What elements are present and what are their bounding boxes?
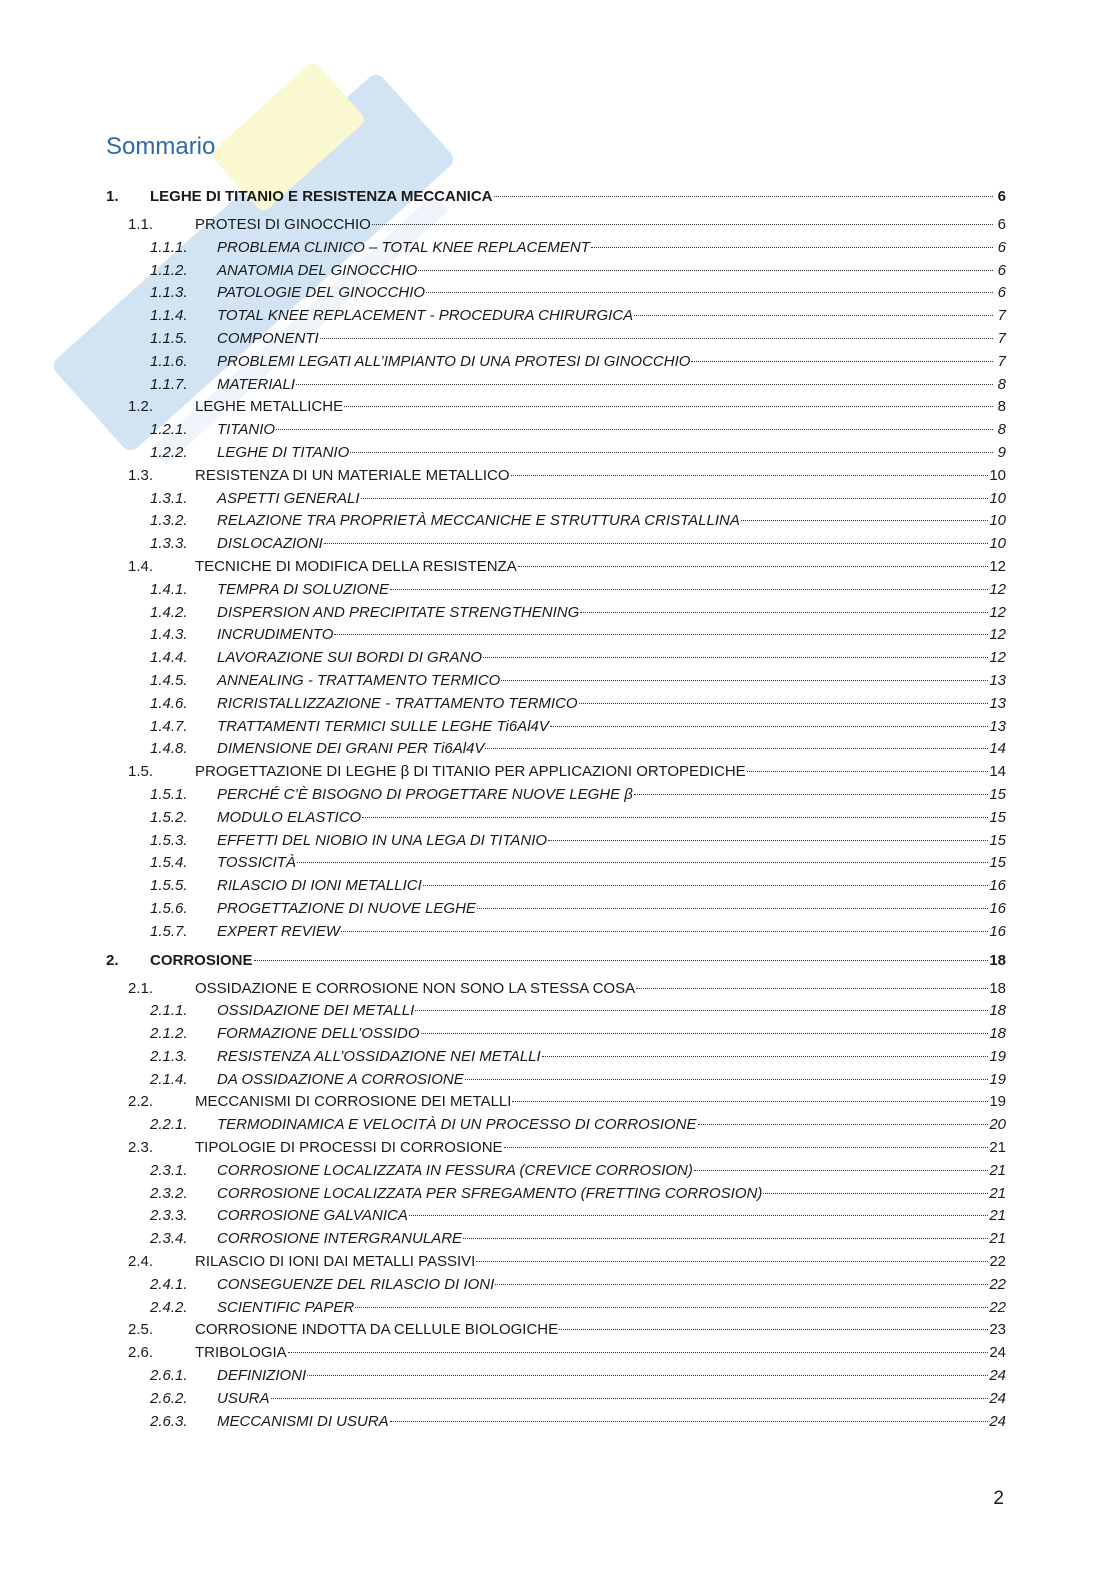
- toc-entry-number: 2.1.2.: [150, 1025, 188, 1043]
- toc-entry-number: 2.5.: [128, 1321, 154, 1339]
- dot-leader: [254, 960, 989, 961]
- toc-entry-number: 1.3.: [128, 466, 154, 484]
- toc-entry-title: LEGHE DI TITANIO: [217, 443, 350, 461]
- toc-entry-number: 1.4.6.: [150, 694, 188, 712]
- toc-entry-title: TOTAL KNEE REPLACEMENT - PROCEDURA CHIRURGICA: [217, 307, 634, 325]
- toc-entry-title: OSSIDAZIONE DEI METALLI: [217, 1002, 415, 1020]
- toc-entry-page: 13: [989, 717, 1006, 735]
- toc-entry-page: 19: [989, 1047, 1006, 1065]
- dot-leader: [518, 566, 989, 567]
- toc-entry-title: OSSIDAZIONE E CORROSIONE NON SONO LA STESSA COSA: [195, 979, 636, 997]
- toc-entry-title: CORROSIONE INDOTTA DA CELLULE BIOLOGICHE: [195, 1321, 559, 1339]
- toc-entry-title: PROBLEMA CLINICO – TOTAL KNEE REPLACEMENT: [217, 238, 590, 256]
- toc-entry-1-5-1[interactable]: [106, 784, 1006, 807]
- toc-entry-title: DISPERSION AND PRECIPITATE STRENGTHENING: [217, 603, 580, 621]
- toc-entry-number: 1.2.2.: [150, 443, 188, 461]
- toc-entry-1-1-6[interactable]: [106, 351, 1006, 374]
- dot-leader: [694, 1170, 988, 1171]
- toc-entry-1-5-2[interactable]: [106, 807, 1006, 830]
- toc-entry-page: 7: [997, 352, 1006, 370]
- toc-entry-1[interactable]: [106, 180, 1006, 214]
- toc-entry-title: RESISTENZA DI UN MATERIALE METALLICO: [195, 466, 510, 484]
- toc-entry-number: 1.1.2.: [150, 261, 188, 279]
- toc-entry-title: MODULO ELASTICO: [217, 808, 362, 826]
- toc-entry-title: TEMPRA DI SOLUZIONE: [217, 580, 389, 598]
- toc-entry-2-1-4[interactable]: [106, 1069, 1006, 1092]
- toc-entry-number: 2.1.: [128, 979, 154, 997]
- toc-entry-title: PROGETTAZIONE DI LEGHE β DI TITANIO PER APPLICAZIONI ORTOPEDICHE: [195, 763, 746, 781]
- toc-entry-page: 15: [989, 854, 1006, 872]
- toc-entry-number: 2.6.: [128, 1344, 154, 1362]
- toc-entry-number: 2.6.2.: [150, 1389, 188, 1407]
- toc-entry-1-1-2[interactable]: [106, 260, 1006, 283]
- toc-entry-title: PROBLEMI LEGATI ALL’IMPIANTO DI UNA PROTESI DI GINOCCHIO: [217, 352, 691, 370]
- dot-leader: [636, 988, 988, 989]
- toc-entry-page: 10: [989, 489, 1006, 507]
- toc-entry-number: 2.3.4.: [150, 1230, 188, 1248]
- toc-entry-1-5[interactable]: [106, 761, 1006, 784]
- toc-entry-page: 13: [989, 694, 1006, 712]
- toc-entry-page: 21: [989, 1139, 1006, 1157]
- toc-entry-1-3-3[interactable]: [106, 533, 1006, 556]
- toc-entry-page: 8: [997, 398, 1006, 416]
- toc-entry-number: 2.6.3.: [150, 1412, 188, 1430]
- toc-entry-number: 1.4.3.: [150, 626, 188, 644]
- toc-entry-1-4-5[interactable]: [106, 670, 1006, 693]
- toc-entry-number: 2.: [106, 951, 119, 969]
- toc-entry-number: 2.3.1.: [150, 1161, 188, 1179]
- toc-entry-number: 1.1.6.: [150, 352, 188, 370]
- toc-entry-page: 16: [989, 922, 1006, 940]
- toc-entry-number: 2.4.2.: [150, 1298, 188, 1316]
- toc-entry-title: RICRISTALLIZZAZIONE - TRATTAMENTO TERMICO: [217, 694, 578, 712]
- toc-entry-1-2-1[interactable]: [106, 419, 1006, 442]
- toc-entry-title: USURA: [217, 1389, 270, 1407]
- toc-entry-page: 16: [989, 877, 1006, 895]
- dot-leader: [355, 1307, 988, 1308]
- toc-entry-number: 1.5.6.: [150, 899, 188, 917]
- dot-leader: [415, 1010, 988, 1011]
- dot-leader: [691, 361, 993, 362]
- toc-entry-page: 22: [989, 1298, 1006, 1316]
- toc-entry-page: 19: [989, 1070, 1006, 1088]
- toc-entry-page: 20: [989, 1116, 1006, 1134]
- toc-entry-page: 24: [989, 1412, 1006, 1430]
- toc-entry-2-4-1[interactable]: [106, 1274, 1006, 1297]
- dot-leader: [271, 1398, 989, 1399]
- toc-entry-number: 2.3.3.: [150, 1207, 188, 1225]
- toc-entry-2-6-2[interactable]: [106, 1388, 1006, 1411]
- toc-entry-number: 2.1.4.: [150, 1070, 188, 1088]
- toc-entry-2-3-1[interactable]: [106, 1160, 1006, 1183]
- toc-entry-1-3-1[interactable]: [106, 488, 1006, 511]
- toc-entry-1-1-5[interactable]: [106, 328, 1006, 351]
- toc-entry-number: 1.5.7.: [150, 922, 188, 940]
- toc-entry-page: 16: [989, 899, 1006, 917]
- toc-entry-page: 7: [997, 329, 1006, 347]
- toc-entry-number: 1.4.8.: [150, 740, 188, 758]
- toc-entry-2-1-1[interactable]: [106, 1000, 1006, 1023]
- dot-leader: [476, 1261, 988, 1262]
- dot-leader: [418, 270, 993, 271]
- dot-leader: [477, 908, 988, 909]
- dot-leader: [634, 794, 988, 795]
- dot-leader: [344, 406, 993, 407]
- toc-entry-page: 12: [989, 626, 1006, 644]
- toc-entry-page: 19: [989, 1093, 1006, 1111]
- dot-leader: [463, 1238, 988, 1239]
- toc-entry-title: EXPERT REVIEW: [217, 922, 341, 940]
- toc-entry-number: 2.1.3.: [150, 1047, 188, 1065]
- toc-entry-page: 8: [997, 421, 1006, 439]
- toc-entry-1-5-5[interactable]: [106, 875, 1006, 898]
- toc-entry-number: 1.1.3.: [150, 284, 188, 302]
- toc-entry-title: INCRUDIMENTO: [217, 626, 334, 644]
- dot-leader: [307, 1375, 988, 1376]
- toc-entry-page: 6: [997, 216, 1006, 233]
- toc-entry-number: 2.6.1.: [150, 1367, 188, 1385]
- toc-entry-page: 10: [989, 512, 1006, 530]
- toc-entry-title: LAVORAZIONE SUI BORDI DI GRANO: [217, 649, 483, 667]
- toc-entry-1-1-1[interactable]: [106, 237, 1006, 260]
- dot-leader: [350, 452, 993, 453]
- dot-leader: [372, 224, 993, 225]
- dot-leader: [494, 196, 993, 197]
- toc-entry-number: 1.5.4.: [150, 854, 188, 872]
- toc-entry-title: TERMODINAMICA E VELOCITÀ DI UN PROCESSO DI CORROSIONE: [217, 1116, 697, 1134]
- dot-leader: [465, 1079, 989, 1080]
- toc-entry-title: SCIENTIFIC PAPER: [217, 1298, 355, 1316]
- dot-leader: [390, 589, 988, 590]
- toc-entry-title: CORROSIONE GALVANICA: [217, 1207, 408, 1225]
- toc-entry-2-2-1[interactable]: [106, 1114, 1006, 1137]
- toc-entry-2-3-3[interactable]: [106, 1205, 1006, 1228]
- toc-entry-title: MECCANISMI DI USURA: [217, 1412, 389, 1430]
- dot-leader: [542, 1056, 989, 1057]
- dot-leader: [501, 680, 988, 681]
- toc-entry-title: TIPOLOGIE DI PROCESSI DI CORROSIONE: [195, 1139, 503, 1157]
- toc-entry-page: 10: [989, 535, 1006, 553]
- dot-leader: [426, 292, 993, 293]
- toc-entry-title: TECNICHE DI MODIFICA DELLA RESISTENZA: [195, 557, 517, 575]
- toc-entry-number: 1.5.1.: [150, 785, 188, 803]
- toc-entry-page: 18: [989, 951, 1006, 969]
- toc-entry-title: DEFINIZIONI: [217, 1367, 307, 1385]
- toc-entry-page: 14: [989, 763, 1006, 781]
- toc-title: Sommario: [106, 133, 216, 160]
- toc-entry-2-2[interactable]: [106, 1091, 1006, 1114]
- toc-entry-number: 2.2.1.: [150, 1116, 188, 1134]
- dot-leader: [320, 338, 993, 339]
- toc-entry-2-6-1[interactable]: [106, 1365, 1006, 1388]
- toc-entry-title: PATOLOGIE DEL GINOCCHIO: [217, 284, 426, 302]
- toc-entry-number: 1.3.3.: [150, 535, 188, 553]
- toc-entry-title: PROTESI DI GINOCCHIO: [195, 216, 371, 233]
- toc-entry-page: 13: [989, 671, 1006, 689]
- toc-entry-page: 12: [989, 580, 1006, 598]
- toc-entry-number: 1.4.7.: [150, 717, 188, 735]
- toc-entry-2-3-4[interactable]: [106, 1228, 1006, 1251]
- toc-entry-page: 14: [989, 740, 1006, 758]
- toc-entry-page: 22: [989, 1253, 1006, 1271]
- toc-entry-2-1-3[interactable]: [106, 1046, 1006, 1069]
- toc-entry-page: 21: [989, 1184, 1006, 1202]
- toc-entry-title: DISLOCAZIONI: [217, 535, 323, 553]
- toc-entry-1-4[interactable]: [106, 556, 1006, 579]
- toc-entry-title: TITANIO: [217, 421, 276, 439]
- dot-leader: [324, 543, 988, 544]
- toc-entry-page: 21: [989, 1230, 1006, 1248]
- toc-entry-2-3[interactable]: [106, 1137, 1006, 1160]
- dot-leader: [548, 840, 988, 841]
- dot-leader: [512, 1101, 988, 1102]
- dot-leader: [763, 1193, 988, 1194]
- toc-entry-1-3[interactable]: [106, 465, 1006, 488]
- toc-entry-number: 1.3.2.: [150, 512, 188, 530]
- dot-leader: [361, 498, 989, 499]
- dot-leader: [421, 1033, 989, 1034]
- toc-entry-2-6-3[interactable]: [106, 1411, 1006, 1434]
- toc-entry-number: 1.5.5.: [150, 877, 188, 895]
- toc-entry-number: 1.5.2.: [150, 808, 188, 826]
- toc-entry-2-3-2[interactable]: [106, 1183, 1006, 1206]
- dot-leader: [698, 1124, 989, 1125]
- dot-leader: [634, 315, 993, 316]
- toc-entry-page: 23: [989, 1321, 1006, 1339]
- toc-entry-page: 12: [989, 603, 1006, 621]
- toc-entry-title: CONSEGUENZE DEL RILASCIO DI IONI: [217, 1275, 495, 1293]
- toc-entry-1-4-3[interactable]: [106, 624, 1006, 647]
- toc-entry-page: 22: [989, 1275, 1006, 1293]
- toc-entry-2-5[interactable]: [106, 1319, 1006, 1342]
- toc-entry-page: 15: [989, 785, 1006, 803]
- toc-entry-1-5-3[interactable]: [106, 830, 1006, 853]
- toc-entry-title: TRIBOLOGIA: [195, 1344, 287, 1362]
- toc-entry-title: ASPETTI GENERALI: [217, 489, 360, 507]
- toc-entry-1-4-6[interactable]: [106, 693, 1006, 716]
- dot-leader: [741, 520, 988, 521]
- dot-leader: [288, 1352, 989, 1353]
- toc-entry-number: 2.4.1.: [150, 1275, 188, 1293]
- dot-leader: [747, 771, 989, 772]
- dot-leader: [334, 634, 988, 635]
- toc-entry-number: 1.4.2.: [150, 603, 188, 621]
- toc-entry-title: PROGETTAZIONE DI NUOVE LEGHE: [217, 899, 476, 917]
- toc-entry-number: 1.1.4.: [150, 307, 188, 325]
- toc-entry-2-6[interactable]: [106, 1342, 1006, 1365]
- toc-entry-title: EFFETTI DEL NIOBIO IN UNA LEGA DI TITANIO: [217, 831, 548, 849]
- toc-entry-number: 1.1.1.: [150, 238, 188, 256]
- toc-entry-1-3-2[interactable]: [106, 510, 1006, 533]
- toc-entry-number: 1.2.1.: [150, 421, 188, 439]
- toc-entry-number: 1.2.: [128, 398, 154, 416]
- toc-entry-page: 18: [989, 1025, 1006, 1043]
- toc-entry-number: 1.4.1.: [150, 580, 188, 598]
- toc-entry-title: RESISTENZA ALL’OSSIDAZIONE NEI METALLI: [217, 1047, 541, 1065]
- toc-entry-1-1[interactable]: [106, 214, 1006, 237]
- toc-entry-title: DA OSSIDAZIONE A CORROSIONE: [217, 1070, 464, 1088]
- toc-entry-number: 1.4.: [128, 557, 154, 575]
- toc-entry-1-4-8[interactable]: [106, 738, 1006, 761]
- toc-entry-2-4[interactable]: [106, 1251, 1006, 1274]
- dot-leader: [550, 726, 988, 727]
- toc-entry-number: 2.3.: [128, 1139, 154, 1157]
- toc-entry-number: 1.: [106, 188, 119, 205]
- toc-entry-page: 24: [989, 1389, 1006, 1407]
- toc-entry-page: 7: [997, 307, 1006, 325]
- toc-entry-1-4-1[interactable]: [106, 579, 1006, 602]
- toc-entry-title: CORROSIONE INTERGRANULARE: [217, 1230, 463, 1248]
- toc-entry-title: MATERIALI: [217, 375, 296, 393]
- toc-entry-title: DIMENSIONE DEI GRANI PER Ti6Al4V: [217, 740, 485, 758]
- toc-entry-title: ANATOMIA DEL GINOCCHIO: [217, 261, 418, 279]
- toc-entry-page: 15: [989, 831, 1006, 849]
- toc-entry-title: PERCHÉ C’È BISOGNO DI PROGETTARE NUOVE LEGHE β: [217, 785, 633, 803]
- dot-leader: [409, 1215, 988, 1216]
- dot-leader: [504, 1147, 989, 1148]
- toc-entry-page: 9: [997, 443, 1006, 461]
- toc-entry-title: TOSSICITÀ: [217, 854, 296, 872]
- toc-entry-title: FORMAZIONE DELL’OSSIDO: [217, 1025, 420, 1043]
- dot-leader: [511, 475, 989, 476]
- toc-entry-number: 1.1.7.: [150, 375, 188, 393]
- dot-leader: [276, 429, 993, 430]
- toc-entry-2-4-2[interactable]: [106, 1297, 1006, 1320]
- toc-entry-number: 1.5.3.: [150, 831, 188, 849]
- toc-entry-1-2-2[interactable]: [106, 442, 1006, 465]
- toc-entry-title: COMPONENTI: [217, 329, 319, 347]
- toc-entry-title: LEGHE METALLICHE: [195, 398, 344, 416]
- toc-entry-number: 1.3.1.: [150, 489, 188, 507]
- dot-leader: [297, 862, 988, 863]
- toc-entry-2-1-2[interactable]: [106, 1023, 1006, 1046]
- toc-entry-1-5-7[interactable]: [106, 921, 1006, 944]
- toc-entry-page: 21: [989, 1207, 1006, 1225]
- toc-entry-page: 24: [989, 1344, 1006, 1362]
- toc-entry-1-4-7[interactable]: [106, 716, 1006, 739]
- toc-entry-title: TRATTAMENTI TERMICI SULLE LEGHE Ti6Al4V: [217, 717, 549, 735]
- toc-entry-page: 6: [997, 261, 1006, 279]
- toc-entry-number: 1.5.: [128, 763, 154, 781]
- dot-leader: [341, 931, 988, 932]
- dot-leader: [580, 612, 988, 613]
- toc-entry-title: RELAZIONE TRA PROPRIETÀ MECCANICHE E STRUTTURA CRISTALLINA: [217, 512, 740, 530]
- table-of-contents: [106, 180, 1006, 1433]
- toc-entry-1-1-4[interactable]: [106, 305, 1006, 328]
- toc-entry-title: CORROSIONE LOCALIZZATA IN FESSURA (CREVICE CORROSION): [217, 1161, 693, 1179]
- toc-entry-number: 2.2.: [128, 1093, 154, 1111]
- toc-entry-title: CORROSIONE: [150, 951, 253, 969]
- dot-leader: [559, 1329, 988, 1330]
- dot-leader: [390, 1421, 989, 1422]
- toc-entry-page: 6: [997, 238, 1006, 256]
- toc-entry-number: 1.4.4.: [150, 649, 188, 667]
- toc-entry-number: 2.3.2.: [150, 1184, 188, 1202]
- dot-leader: [362, 817, 988, 818]
- toc-entry-1-1-7[interactable]: [106, 374, 1006, 397]
- dot-leader: [485, 748, 988, 749]
- toc-entry-1-5-6[interactable]: [106, 898, 1006, 921]
- toc-entry-1-4-4[interactable]: [106, 647, 1006, 670]
- dot-leader: [483, 657, 988, 658]
- toc-entry-number: 1.1.: [128, 216, 154, 233]
- dot-leader: [296, 384, 993, 385]
- toc-entry-page: 12: [989, 557, 1006, 575]
- toc-entry-page: 8: [997, 375, 1006, 393]
- toc-entry-title: CORROSIONE LOCALIZZATA PER SFREGAMENTO (FRETTING CORROSION): [217, 1184, 763, 1202]
- toc-entry-2[interactable]: [106, 944, 1006, 978]
- toc-entry-1-5-4[interactable]: [106, 852, 1006, 875]
- toc-entry-page: 10: [989, 466, 1006, 484]
- toc-entry-1-1-3[interactable]: [106, 282, 1006, 305]
- toc-entry-page: 12: [989, 649, 1006, 667]
- toc-entry-title: RILASCIO DI IONI DAI METALLI PASSIVI: [195, 1253, 476, 1271]
- toc-entry-number: 2.4.: [128, 1253, 154, 1271]
- toc-entry-title: MECCANISMI DI CORROSIONE DEI METALLI: [195, 1093, 512, 1111]
- toc-entry-title: ANNEALING - TRATTAMENTO TERMICO: [217, 671, 501, 689]
- page-number: 2: [993, 1488, 1004, 1509]
- toc-entry-title: LEGHE DI TITANIO E RESISTENZA MECCANICA: [150, 188, 493, 205]
- toc-entry-title: RILASCIO DI IONI METALLICI: [217, 877, 422, 895]
- toc-entry-page: 18: [989, 1002, 1006, 1020]
- toc-entry-1-4-2[interactable]: [106, 602, 1006, 625]
- toc-entry-page: 18: [989, 979, 1006, 997]
- dot-leader: [579, 703, 989, 704]
- toc-entry-1-2[interactable]: [106, 396, 1006, 419]
- toc-entry-page: 6: [997, 188, 1006, 205]
- toc-entry-number: 1.4.5.: [150, 671, 188, 689]
- dot-leader: [423, 885, 989, 886]
- toc-entry-page: 21: [989, 1161, 1006, 1179]
- toc-entry-page: 6: [997, 284, 1006, 302]
- toc-entry-number: 1.1.5.: [150, 329, 188, 347]
- toc-entry-number: 2.1.1.: [150, 1002, 188, 1020]
- toc-entry-page: 15: [989, 808, 1006, 826]
- dot-leader: [591, 247, 993, 248]
- toc-entry-2-1[interactable]: [106, 978, 1006, 1001]
- dot-leader: [495, 1284, 988, 1285]
- toc-entry-page: 24: [989, 1367, 1006, 1385]
